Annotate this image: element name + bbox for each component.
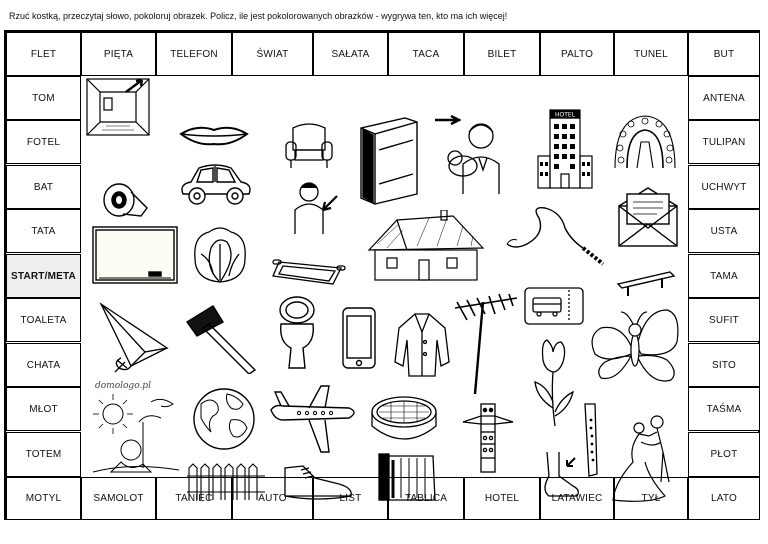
board-cell-tulipan[interactable]: TULIPAN: [688, 120, 760, 164]
tasma-icon[interactable]: [101, 180, 153, 222]
board-cell-flet[interactable]: FLET: [6, 32, 81, 76]
salata-icon[interactable]: [191, 224, 249, 284]
board-cell-plot[interactable]: PŁOT: [688, 432, 760, 477]
svg-text:HOTEL: HOTEL: [554, 111, 576, 119]
board-cell-uchwyt[interactable]: UCHWYT: [688, 165, 760, 209]
tablica-icon[interactable]: [91, 225, 179, 285]
bat-icon[interactable]: [505, 204, 607, 268]
board-cell-auto[interactable]: AUTO: [232, 477, 313, 520]
taniec-icon[interactable]: [609, 412, 685, 504]
board-cell-latawiec[interactable]: LATAWIEC: [540, 477, 614, 520]
board-cell-antena[interactable]: ANTENA: [688, 76, 760, 120]
tom-icon[interactable]: [357, 114, 421, 206]
toaleta-icon[interactable]: [277, 296, 317, 370]
bilet-icon[interactable]: [523, 286, 585, 326]
board-cell-chata[interactable]: CHATA: [6, 343, 81, 387]
latawiec-icon[interactable]: [95, 300, 177, 376]
pieta-icon[interactable]: [537, 450, 583, 500]
but-icon[interactable]: [281, 460, 355, 502]
board-cell-start-meta[interactable]: START/META: [6, 254, 81, 298]
watermark-text: domologo.pl: [95, 381, 151, 391]
board-cell-list[interactable]: LIST: [313, 477, 388, 520]
lato-icon[interactable]: [91, 392, 181, 474]
board-cell-telefon[interactable]: TELEFON: [156, 32, 232, 76]
tata-icon[interactable]: [433, 114, 517, 196]
hotel-icon[interactable]: [536, 108, 594, 190]
tunel-icon[interactable]: [611, 112, 679, 170]
list-icon[interactable]: [615, 184, 681, 248]
tulipan-icon[interactable]: [533, 338, 575, 428]
taca-icon[interactable]: [271, 252, 347, 288]
board-cell-tama[interactable]: TAMA: [688, 254, 760, 298]
uchwyt-icon[interactable]: [614, 266, 678, 300]
board-cell-tyl[interactable]: TYŁ: [614, 477, 688, 520]
board-cell-sito[interactable]: SITO: [688, 343, 760, 387]
telefon-icon[interactable]: [341, 306, 377, 370]
board-cell-samolot[interactable]: SAMOLOT: [81, 477, 156, 520]
picture-area: [81, 76, 688, 477]
board-cell-tablica[interactable]: TABLICA: [388, 477, 464, 520]
usta-icon[interactable]: [179, 122, 249, 148]
board-cell-but[interactable]: BUT: [688, 32, 760, 76]
antena-icon[interactable]: [445, 292, 521, 396]
board-cell-mlot[interactable]: MŁOT: [6, 387, 81, 431]
motyl-icon[interactable]: [587, 306, 683, 390]
auto-icon[interactable]: [177, 162, 255, 208]
chata-icon[interactable]: [367, 210, 485, 282]
board-cell-tasma[interactable]: TAŚMA: [688, 387, 760, 431]
board-cell-bilet[interactable]: BILET: [464, 32, 540, 76]
swiat-icon[interactable]: [191, 386, 257, 452]
plot-icon[interactable]: [185, 462, 267, 502]
board-cell-usta[interactable]: USTA: [688, 209, 760, 253]
board-cell-tunel[interactable]: TUNEL: [614, 32, 688, 76]
board-cell-salata[interactable]: SAŁATA: [313, 32, 388, 76]
board-cell-sufit[interactable]: SUFIT: [688, 298, 760, 342]
board-cell-tata[interactable]: TATA: [6, 209, 81, 253]
board-cell-taca[interactable]: TACA: [388, 32, 464, 76]
board-cell-tom[interactable]: TOM: [6, 76, 81, 120]
board-cell-swiat[interactable]: ŚWIAT: [232, 32, 313, 76]
board-cell-bat[interactable]: BAT: [6, 165, 81, 209]
game-board: [4, 30, 760, 520]
totem-icon[interactable]: [461, 402, 515, 474]
board-cell-pieta[interactable]: PIĘTA: [81, 32, 156, 76]
mlot-icon[interactable]: [185, 304, 259, 374]
board-cell-taniec[interactable]: TANIEC: [156, 477, 232, 520]
sito-icon[interactable]: [369, 394, 439, 446]
board-cell-motyl[interactable]: MOTYL: [6, 477, 81, 520]
fotel-icon[interactable]: [283, 120, 335, 170]
tama-icon[interactable]: [377, 452, 439, 502]
samolot-icon[interactable]: [269, 382, 359, 456]
instruction-text: Rzuć kostką, przeczytaj słowo, pokoloruj obrazek. Policz, ile jest pokolorowanych obrazków - wygrywa ten, kto ma ich więcej!: [9, 11, 508, 21]
tyl-icon[interactable]: [289, 180, 341, 236]
board-cell-palto[interactable]: PALTO: [540, 32, 614, 76]
board-cell-fotel[interactable]: FOTEL: [6, 120, 81, 164]
palto-icon[interactable]: [393, 310, 451, 378]
board-cell-lato[interactable]: LATO: [688, 477, 760, 520]
board-cell-totem[interactable]: TOTEM: [6, 432, 81, 477]
sufit-icon[interactable]: [86, 78, 150, 136]
board-cell-toaleta[interactable]: TOALETA: [6, 298, 81, 342]
board-cell-hotel[interactable]: HOTEL: [464, 477, 540, 520]
